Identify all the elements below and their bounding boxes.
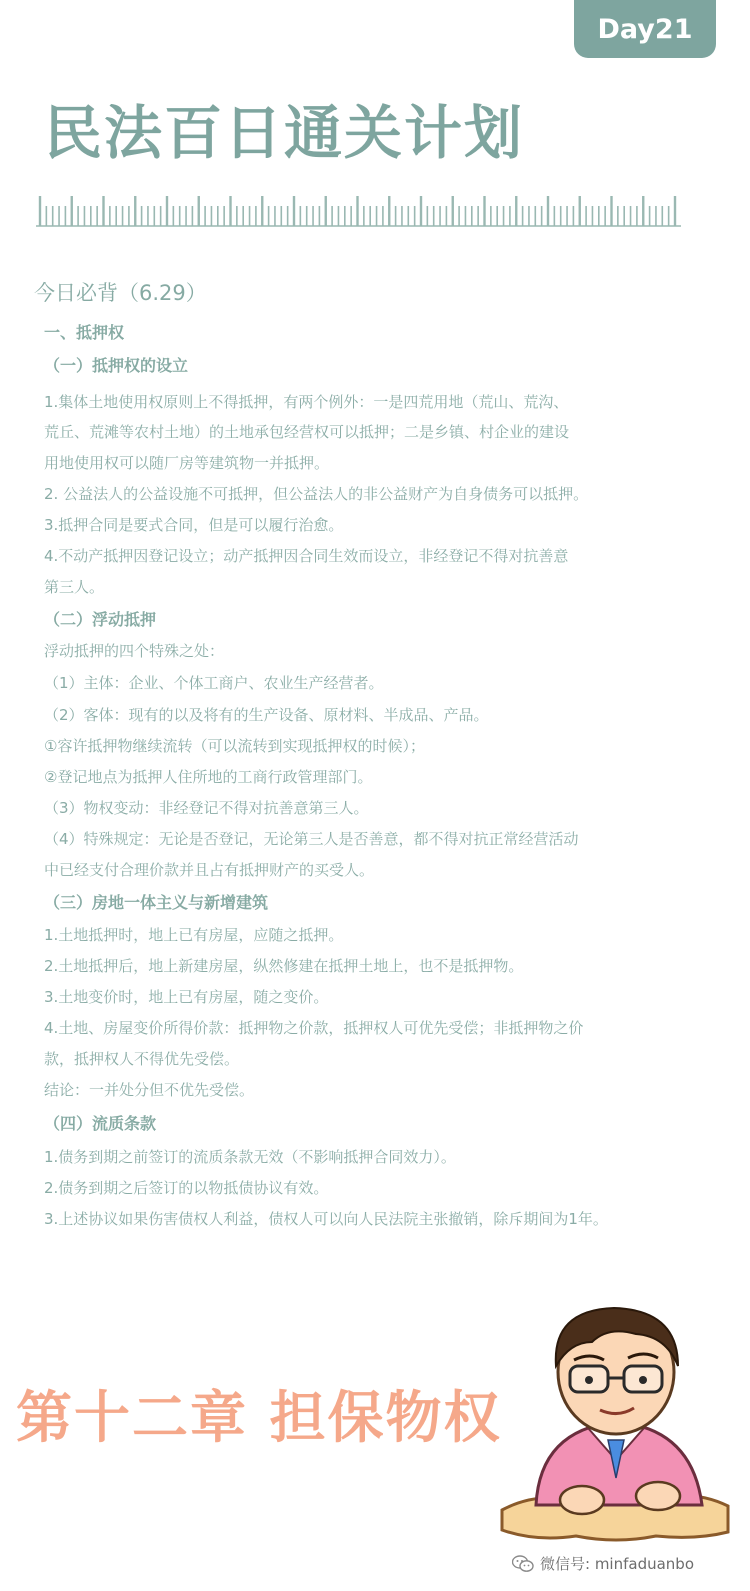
- ruler-decoration-icon: [36, 192, 686, 232]
- text-line: 1.集体土地使用权原则上不得抵押，有两个例外：一是四荒用地（荒山、荒沟、: [44, 393, 569, 411]
- text-line: 3.抵押合同是要式合同，但是可以履行治愈。: [44, 516, 344, 534]
- text-line: 款，抵押权人不得优先受偿。: [44, 1050, 240, 1068]
- section-subtitle: 今日必背（6.29）: [34, 281, 207, 305]
- text-line: （2）客体：现有的以及将有的生产设备、原材料、半成品、产品。: [44, 706, 489, 724]
- text-line: 一、抵押权: [44, 323, 125, 342]
- text-line: ②登记地点为抵押人住所地的工商行政管理部门。: [44, 768, 373, 786]
- text-line: 3.土地变价时，地上已有房屋，随之变价。: [44, 988, 329, 1006]
- text-line: 用地使用权可以随厂房等建筑物一并抵押。: [44, 454, 330, 472]
- text-line: （一）抵押权的设立: [44, 356, 189, 375]
- text-line: 结论：一并处分但不优先受偿。: [44, 1081, 255, 1099]
- text-line: 4.土地、房屋变价所得价款：抵押物之价款，抵押权人可优先受偿；非抵押物之价: [44, 1019, 584, 1037]
- text-line: 1.债务到期之前签订的流质条款无效（不影响抵押合同效力）。: [44, 1148, 456, 1166]
- text-line: 荒丘、荒滩等农村土地）的土地承包经营权可以抵押；二是乡镇、村企业的建设: [44, 423, 570, 441]
- footer-text: 微信号: minfaduanbo: [540, 1555, 695, 1573]
- text-line: （三）房地一体主义与新增建筑: [44, 893, 269, 912]
- text-line: 4.不动产抵押因登记设立；动产抵押因合同生效而设立，非经登记不得对抗善意: [44, 547, 569, 565]
- text-line: 3.上述协议如果伤害债权人利益，债权人可以向人民法院主张撤销，除斥期间为1年。: [44, 1210, 608, 1228]
- text-line: 浮动抵押的四个特殊之处：: [44, 642, 225, 660]
- text-line: 第三人。: [44, 578, 105, 596]
- cartoon-teacher-icon: [496, 1300, 736, 1560]
- text-line: 2.土地抵押后，地上新建房屋，纵然修建在抵押土地上，也不是抵押物。: [44, 957, 524, 975]
- text-line: （4）特殊规定：无论是否登记，无论第三人是否善意，都不得对抗正常经营活动: [44, 830, 579, 848]
- page-title: 民法百日通关计划: [44, 99, 525, 167]
- chapter-title: 第十二章 担保物权: [16, 1386, 502, 1451]
- text-line: 2.债务到期之后签订的以物抵债协议有效。: [44, 1179, 329, 1197]
- footer-watermark: [512, 1553, 694, 1574]
- text-line: （3）物权变动：非经登记不得对抗善意第三人。: [44, 799, 369, 817]
- text-line: 中已经支付合理价款并且占有抵押财产的买受人。: [44, 861, 375, 879]
- wechat-icon: [512, 1555, 534, 1573]
- text-line: （1）主体：企业、个体工商户、农业生产经营者。: [44, 674, 384, 692]
- text-line: （四）流质条款: [44, 1114, 157, 1133]
- text-line: 2. 公益法人的公益设施不可抵押，但公益法人的非公益财产为自身债务可以抵押。: [44, 485, 589, 503]
- text-line: （二）浮动抵押: [44, 610, 157, 629]
- day-badge: Day21: [574, 0, 716, 58]
- text-line: 1.土地抵押时，地上已有房屋，应随之抵押。: [44, 926, 344, 944]
- text-line: ①容许抵押物继续流转（可以流转到实现抵押权的时候）；: [44, 737, 425, 755]
